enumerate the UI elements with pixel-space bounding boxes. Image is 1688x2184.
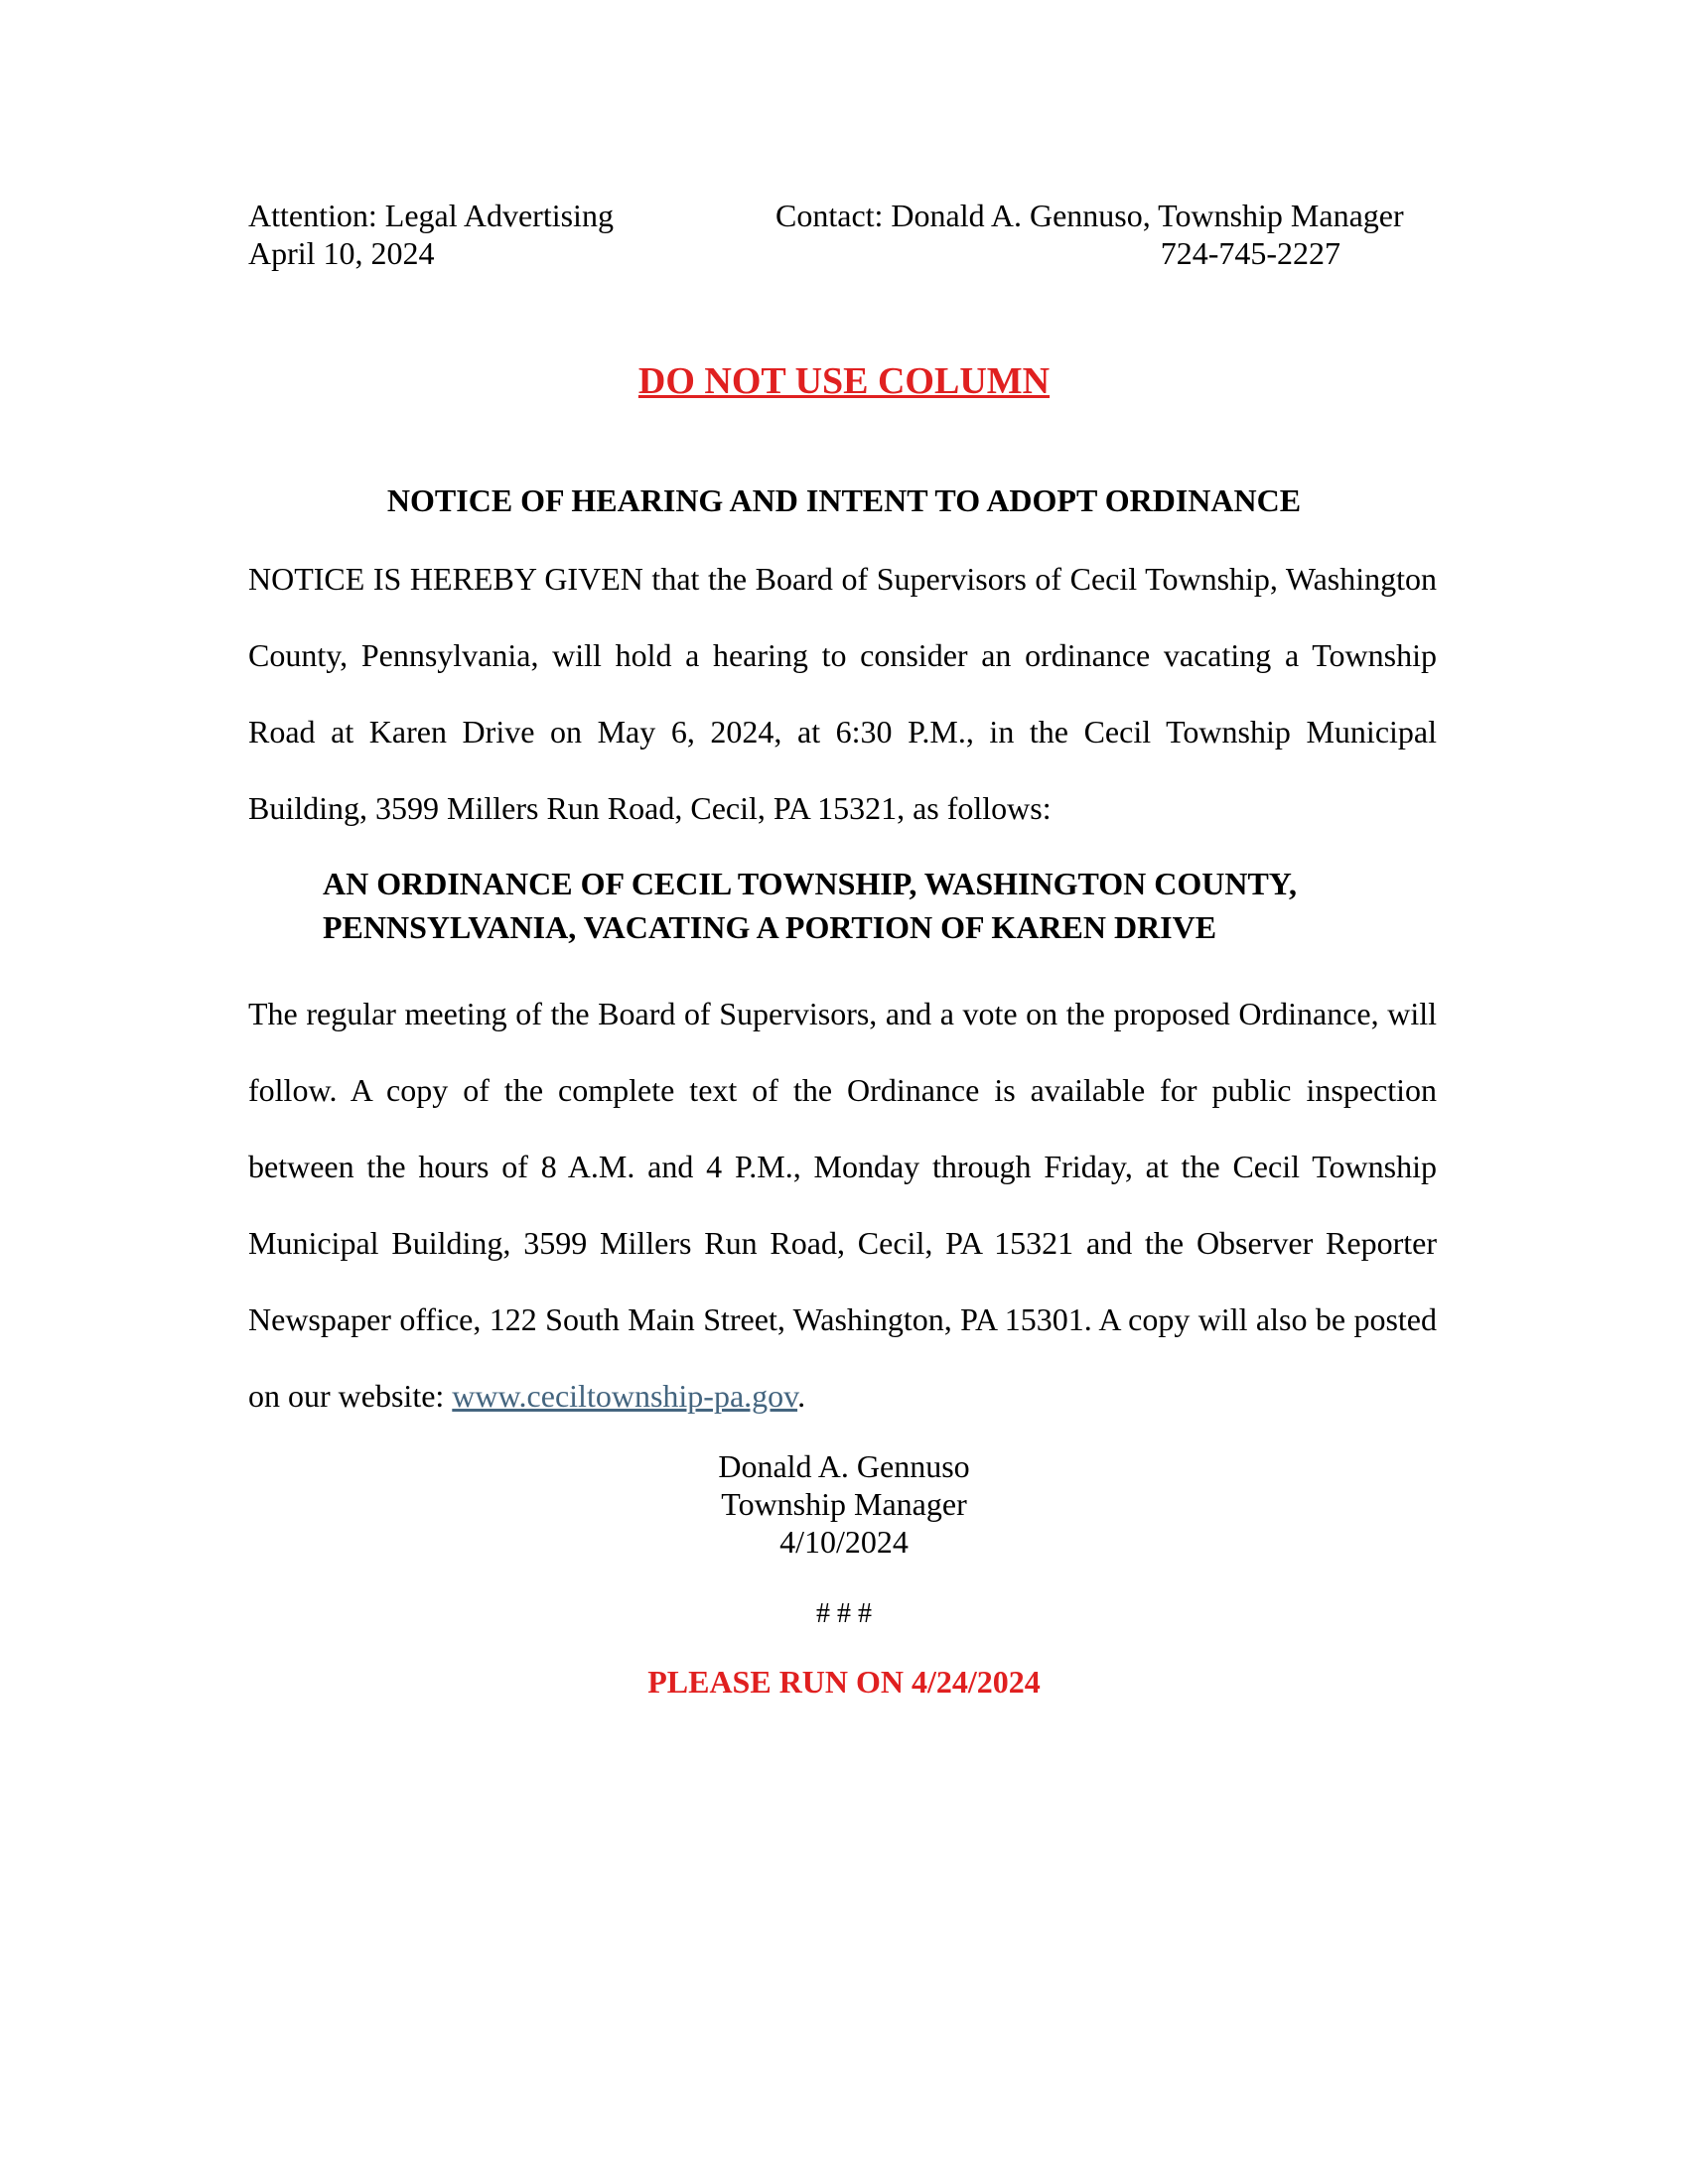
notice-title: NOTICE OF HEARING AND INTENT TO ADOPT ORDINANCE [386, 482, 1302, 518]
header-right [775, 197, 1440, 272]
end-marks: # # # [816, 1598, 872, 1629]
signature-name: Donald A. Gennuso [718, 1448, 970, 1484]
website-link[interactable]: www.ceciltownship-pa.gov [452, 1378, 798, 1414]
run-date-note: PLEASE RUN ON 4/24/2024 [647, 1664, 1041, 1700]
date-line: April 10, 2024 [248, 235, 435, 271]
meeting-paragraph-text: The regular meeting of the Board of Supervisors, and a vote on the proposed Ordinance, will follow. A copy of the complete text of the Ordinance is available for public inspection between the hours of 8 A.M. and 4 P.M., Monday through Friday, at the Cecil Township Municipal Building, 3599 Millers Run Road, Cecil, PA 15321 and the Observer Reporter Newspaper office, 122 South Main Street, Washington, PA 15301. A copy will also be posted on our website: [248, 996, 1437, 1414]
attention-line: Attention: Legal Advertising [248, 198, 614, 233]
signature-role: Township Manager [721, 1486, 967, 1522]
phone-line: 724-745-2227 [1160, 235, 1340, 271]
ordinance-line-2: PENNSYLVANIA, VACATING A PORTION OF KAREN DRIVE [323, 909, 1217, 945]
notice-paragraph: NOTICE IS HEREBY GIVEN that the Board of Supervisors of Cecil Township, Washington County, Pennsylvania, will hold a hearing to consider an ordinance vacating a Township Road at Karen Drive on May 6, 2024, at 6:30 P.M., in the Cecil Township Municipal Building, 3599 Millers Run Road, Cecil, PA 15321, as follows: [248, 561, 1437, 826]
ordinance-title [323, 862, 1415, 949]
contact-line: Contact: Donald A. Gennuso, Township Manager [775, 198, 1404, 233]
meeting-paragraph-end: . [797, 1378, 806, 1414]
do-not-use-banner: DO NOT USE COLUMN [637, 360, 1051, 402]
signature-date: 4/10/2024 [779, 1524, 909, 1560]
meeting-paragraph [248, 976, 1437, 1434]
signature-block [0, 1447, 1688, 1561]
ordinance-line-1: AN ORDINANCE OF CECIL TOWNSHIP, WASHINGTON COUNTY, [323, 866, 1297, 901]
header-left [248, 197, 614, 272]
